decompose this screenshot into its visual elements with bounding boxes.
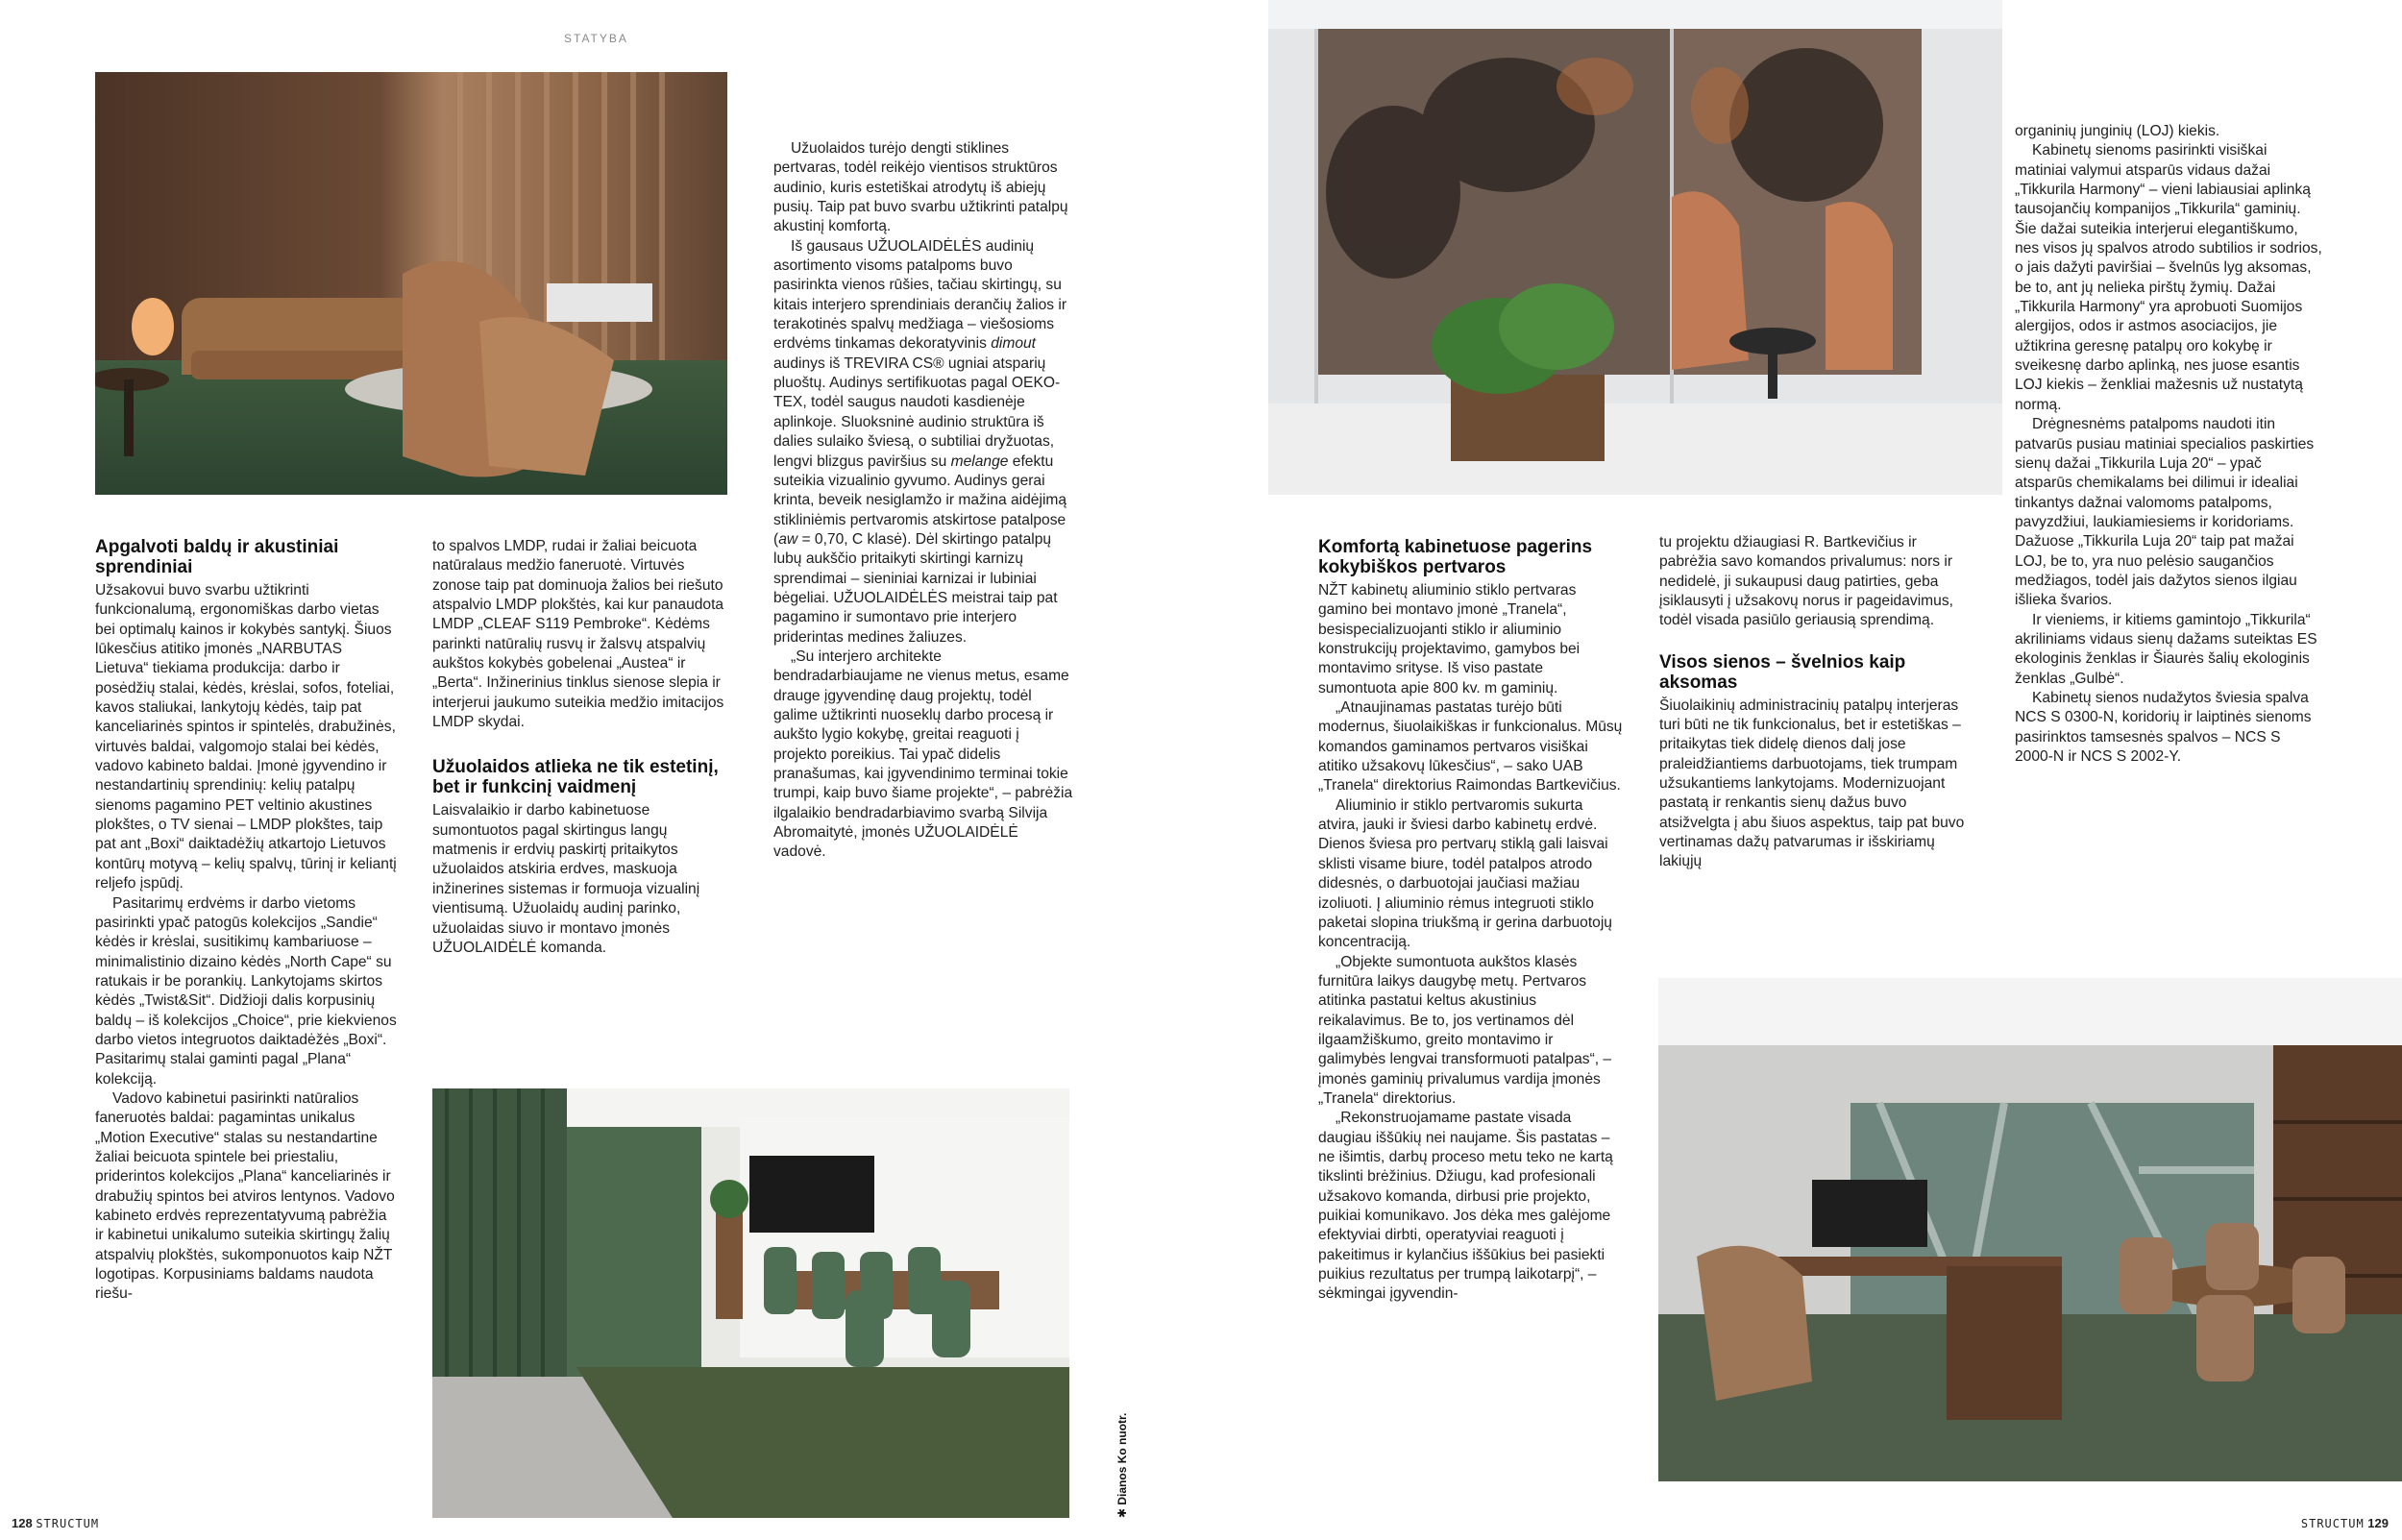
paragraph: Vadovo kabinetui pasirinkti natūralios faneruotės baldai: pagamintas unikalus „Motion Executive“ stalas su nestandartine žaliai beicuota spintele bei priestaliu, priderintos kolekcijos „Plana“ kanceliarinės ir drabužių spintos bei atviros lentynos. Vadovo kabineto erdvės reprezentatyvumą pabrėžia ir kabinetui unikalumo suteikia skirtingų žalių atspalvių plokštės, sukomponuotos kaip NŽT logotipas. Korpusiniams baldams naudota riešu- (95, 1089, 395, 1303)
brand-right: STRUCTUM (2300, 1517, 2365, 1530)
photo-credit-text: ✱ Dianos Ko nuotr. (1115, 1412, 1129, 1518)
column-4 (1318, 537, 1624, 1305)
footer-right (2301, 1516, 2389, 1530)
column-5 (1659, 533, 1965, 872)
paragraph: NŽT kabinetų aliuminio stiklo pertvaras gamino bei montavo įmonė „Tranela“, besispecializuojanti stiklo ir aliuminio konstrukcijų projektavimo, gamybos bei montavimo srityse. Iš viso pastate sumontuota apie 800 kv. m gaminių. (1318, 582, 1581, 697)
paragraph: to spalvos LMDP, rudai ir žaliai beicuota natūralaus medžio faneruotė. Virtuvės zonose taip pat dominuoja žalios bei riešuto atspalvio LMDP plokštės, kai kur panaudota LMDP „CLEAF S119 Pembroke“. Kėdėms parinkti natūralių rusvų ir žalsvų atspalvių aukštos kokybės gobelenai „Austea“ ir „Berta“. Inžinerinius tinklus sienose slepia ir interjerui jaukumo suteikia medžio imitacijos LMDP skydai. (432, 538, 724, 731)
heading-curtains: Užuolaidos atlieka ne tik estetinį, bet ir funkcinį vaidmenį (432, 757, 719, 798)
paragraph: „Objekte sumontuota aukštos klasės furnitūra laikys daugybę metų. Pertvaros atitinka pastatui keltus akustinius reikalavimus. Be to, jos vertinamos dėl ilgaamžiškumo, greito montavimo ir galimybės lengvai transformuoti patalpas“, – įmonės gaminių privalumus vardija įmonės „Tranela“ direktorius. (1318, 953, 1612, 1107)
column-1 (95, 537, 398, 1305)
meeting-room-photo (432, 1088, 1069, 1518)
paragraph: „Su interjero architekte bendradarbiaujame ne vienus metus, esame drauge įgyvendinę daug projektų, todėl galime užtikrinti nuoseklų darbo procesą ir aukšto lygio kokybę, greitai reaguoti į projekto poreikius. Tai ypač didelis pranašumas, kai įgyvendinimo terminai tokie trumpi, kaip buvo šiame projekte“, – pabrėžia ilgalaikio bendradarbiavimo svarbą Silvija Abromaitytė, įmonės UŽUOLAIDĖLĖ vadovė. (773, 648, 1073, 861)
heading-partitions: Komfortą kabinetuose pagerins kokybiškos pertvaros (1318, 537, 1593, 577)
paragraph: Kabinetų sienos nudažytos šviesia spalva NCS S 0300-N, koridorių ir laiptinės sienoms pasirinktos tamsesnės spalvos – NCS S 2000-N ir NCS S 2002-Y. (2015, 689, 2312, 765)
glass-partition-photo (1268, 0, 2002, 495)
paragraph: Užsakovui buvo svarbu užtikrinti funkcionalumą, ergonomiškas darbo vietas bei optimalų kainos ir kokybės santykį. Šiuos lūkesčius atitiko įmonės „NARBUTAS Lietuva“ tiekiama produkcija: darbo ir posėdžių stalai, kėdės, krėslai, sofos, foteliai, kavos staliukai, lankytojų kėdės, taip pat kanceliarinės spintos ir spintelės, drabužinės, virtuvės baldai, valgomojo stalai bei kėdės, vadovo kabineto baldai. Įmonė įgyvendino ir nestandartinių sprendinių: kelių patalpų sienoms pagamino PET veltinio akustines plokštes, o TV sienai – LMDP plokštes, taip pat ant „Boxi“ daiktadėžių atkartojo Lietuvos kontūrų motyvą – kelių spalvų, tūrinį ir keliantį reljefo įspūdį. (95, 582, 397, 892)
lounge-photo (95, 72, 727, 495)
photo-credit (1115, 1374, 1135, 1518)
executive-office-photo (1658, 978, 2402, 1481)
paragraph: „Atnaujinamas pastatas turėjo būti modernus, šiuolaikiškas ir funkcionalus. Mūsų komandos gaminamos pertvaros visiškai atitiko užsakovų lūkesčius“, – sako UAB „Tranela“ direktorius Raimondas Bartkevičius. (1318, 699, 1623, 794)
paragraph: Kabinetų sienoms pasirinkti visiškai matiniai valymui atsparūs vidaus dažai „Tikkurila Harmony“ – vieni labiausiai aplinką tausojančių kompanijos „Tikkurila“ gaminių. Šie dažai suteikia interjerui elegantiškumo, nes visos jų spalvos atrodo subtilios ir sodrios, o jais dažyti paviršiai – švelnūs lyg aksomas, be to, ant jų nelieka pirštų žymių. Dažai „Tikkurila Harmony“ yra aprobuoti Suomijos alergijos, odos ir astmos asociacijos, jie užtikrina geresnę patalpų oro kokybę ir sveikesnę darbo aplinką, nes juose esantis LOJ kiekis – ženkliai mažesnis už nustatytą normą. (2015, 142, 2322, 413)
column-6 (2015, 122, 2322, 767)
section-label: STATYBA (564, 32, 628, 45)
paragraph: Aliuminio ir stiklo pertvaromis sukurta atvira, jauki ir šviesi darbo kabinetų erdvė. Dienos šviesa pro pertvarų stiklą gali laisvai sklisti visame biure, todėl patalpos atrodo didesnės, o darbuotojai jaučiasi mažiau izoliuoti. Į aliuminio rėmus integruoti stiklo paketai slopina triukšmą ir gerina darbuotojų koncentraciją. (1318, 796, 1612, 951)
paragraph: Ir vieniems, ir kitiems gamintojo „Tikkurila“ akriliniams vidaus sienų dažams suteiktas ES ekologinis ženklas ir Šiaurės šalių ekologinis ženklas „Gulbė“. (2015, 611, 2317, 687)
page-number-right: 129 (2367, 1516, 2389, 1530)
paragraph: tu projektu džiaugiasi R. Bartkevičius ir pabrėžia savo komandos privalumus: nors ir nedidelė, ji sukaupusi daug patirties, geba įsiklausyti į užsakovų norus ir pageidavimus, todėl visada pasiūlo geriausią sprendimą. (1659, 534, 1953, 629)
column-3 (773, 139, 1074, 863)
paragraph: Laisvalaikio ir darbo kabinetuose sumontuotos pagal skirtingus langų matmenis ir erdvių paskirtį pritaikytos užuolaidos atskiria erdves, maskuoja inžinerines sistemas ir formuoja vizualinį vientisumą. Užuolaidų audinį parinko, užuolaidas siuvo ir montavo įmonės UŽUOLAIDĖLĖ komanda. (432, 802, 700, 956)
paragraph: „Rekonstruojamame pastate visada daugiau iššūkių nei naujame. Šis pastatas – ne išimtis, darbų proceso metu teko ne kartą tikslinti brėžinius. Džiugu, kad profesionali užsakovo komanda, dirbusi prie projekto, puikiai komunikavo. Jos dėka mes galėjome efektyviai dirbti, operatyviai reaguoti į pakeitimus ir kylančius iššūkius bei pasiekti puikius rezultatus per trumpą laikotarpį“, – sėkmingai įgyvendin- (1318, 1110, 1613, 1303)
paragraph: Iš gausaus UŽUOLAIDĖLĖS audinių asortimento visoms patalpoms buvo pasirinkta vienos rūšies, tačiau skirtingų, su kitais interjero sprendiniais derančių žalios ir terakotinės spalvų medžiaga – viešosioms erdvėms tinkamas dekoratyvinis dimout audinys iš TREVIRA CS® ugniai atsparių pluoštų. Audinys sertifikuotas pagal OEKO-TEX, todėl saugus naudoti kasdienėje aplinkoje. Sluoksninė audinio struktūra iš dalies sulaiko šviesą, o subtiliai dryžuotas, lengvi blizgus paviršius su melange efektu suteikia vizualinio gyvumo. Audinys gerai krinta, beveik nesiglamžo ir mažina aidėjimą stikliniėmis pertvaromis atskirtose patalpose (aw = 0,70, C klasė). Dėl skirtingo patalpų lubų aukščio pritaikyti skirtingi karnizų sprendimai – sieniniai karnizai ir lubiniai bėgeliai. UŽUOLAIDĖLĖS meistrai taip pat pagamino ir sumontavo prie interjero priderintas medines žaliuzes. (773, 237, 1067, 646)
heading-furniture: Apgalvoti baldų ir akustiniai sprendiniai (95, 537, 339, 577)
brand-left: STRUCTUM (36, 1517, 100, 1530)
paragraph: organinių junginių (LOJ) kiekis. (2015, 123, 2220, 139)
heading-walls: Visos sienos – švelnios kaip aksomas (1659, 651, 1906, 693)
page-number-left: 128 (12, 1516, 33, 1530)
column-2 (432, 537, 733, 958)
paragraph: Pasitarimų erdvėms ir darbo vietoms pasirinkti ypač patogūs kolekcijos „Sandie“ kėdės ir krėslai, susitikimų kambariuose – minimalistinio dizaino kėdės „North Cape“ su ratukais ir be porankių. Lankytojams skirtos kėdės „Twist&Sit“. Didžioji dalis korpusinių baldų – iš kolekcijos „Choice“, prie kiekvienos darbo vietos integruotos daiktadėžės „Boxi“. Pasitarimų stalai gaminti pagal „Plana“ kolekciją. (95, 894, 397, 1088)
paragraph: Užuolaidos turėjo dengti stiklines pertvaras, todėl reikėjo vientisos struktūros audinio, kuris estetiškai atrodytų iš abiejų pusių. Taip pat buvo svarbu užtikrinti patalpų akustinį komfortą. (773, 140, 1068, 235)
footer-left (12, 1516, 99, 1530)
paragraph: Šiuolaikinių administracinių patalpų interjeras turi būti ne tik funkcionalus, bet ir estetiškas – pritaikytas tiek didelę dienos dalį jose praleidžiantiems darbuotojams, tiek trumpam užsukantiems lankytojams. Modernizuojant pastatą ir renkantis sienų dažus buvo atsižvelgta į abu šiuos aspektus, taip pat buvo vertinamas dažų patvarumas ir išskiriamų lakiųjų (1659, 697, 1965, 870)
paragraph: Drėgnesnėms patalpoms naudoti itin patvarūs pusiau matiniai specialios paskirties sienų dažai „Tikkurila Luja 20“ – ypač atsparūs chemikalams bei dilimui ir idealiai tinkantys dažnai valomoms patalpoms, pavyzdžiui, laukiamiesiems ir koridoriams. Dažuose „Tikkurila Luja 20“ taip pat mažai LOJ, be to, yra nuo pelėsio saugančios medžiagos, todėl jais dažytos sienos ilgiau išlieka švarios. (2015, 416, 2315, 609)
